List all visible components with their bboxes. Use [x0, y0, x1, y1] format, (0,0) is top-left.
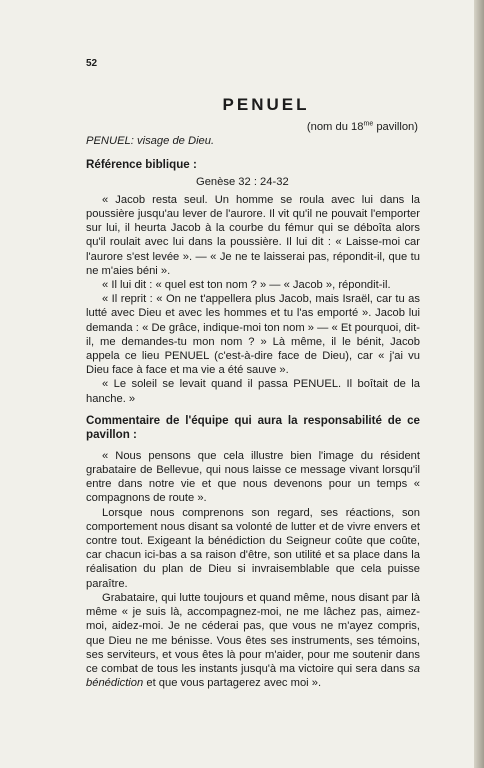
scripture-paragraph: « Jacob resta seul. Un homme se roula avec lui dans la poussière jusqu'au lever de l'aurore. Il vit qu'il ne pouvait l'emporter sur lui, il heurta Jacob à la courbe du fémur qui se déboîta alors qu'il roulait avec lui dans la poussière. Il lui dit : « Laisse-moi car l'aurore s'est levée ». — « Je ne te laisserai pas, répondit-il, que tu ne m'aies béni ».: [86, 193, 420, 277]
name-meaning-label: PENUEL: [86, 135, 131, 148]
commentary-paragraph: [86, 591, 420, 690]
pavilion-note-sup: me: [363, 120, 374, 128]
pavilion-note-post: pavillon): [373, 121, 418, 133]
page-content: [86, 94, 420, 690]
page-title: PENUEL: [222, 95, 310, 114]
name-meaning-text: : visage de Dieu.: [130, 135, 215, 148]
pavilion-note-pre: (nom du 18: [306, 121, 364, 133]
scripture-paragraph: « Il reprit : « On ne t'appellera plus Jacob, mais Israël, car tu as lutté avec Dieu et avec les hommes et tu l'as emporté ». Jacob lui demanda : « De grâce, indique-moi ton nom » — « Et pourquoi, dit-il, me demandes-tu mon nom ? » Là même, il le bénit, Jacob appela ce lieu PENUEL (c'est-à-dire face de Dieu), car « j'ai vu Dieu face à face et ma vie a été sauve ».: [86, 293, 420, 377]
name-meaning: [86, 134, 420, 148]
book-spine-edge: [474, 0, 484, 768]
bible-verse-reference: Genèse 32 : 24-32: [196, 175, 289, 188]
commentary-text: Grabataire, qui lutte toujours et quand même, nous disant par là même « je suis là, accompagnez-moi, ne me lâchez pas, aimez-moi, aidez-moi. Je ne céderai pas, que vous ne m'ayez compris, que Dieu ne me bénisse. Vous êtes ses instruments, ses témoins, ses serviteurs, et vous êtes là pour m'aider, pour me soutenir dans ce combat de tous les instants jusqu'à ma victoire qui sera dans: [86, 591, 420, 675]
page-number: 52: [86, 58, 98, 69]
commentary-paragraph: « Nous pensons que cela illustre bien l'image du résident grabataire de Bellevue, qui nous laisse ce message vivant lorsqu'il entre dans notre vie et que nous devenons pour un temps « compagnons de route ».: [86, 449, 420, 505]
scripture-paragraph: « Le soleil se levait quand il passa PENUEL. Il boîtait de la hanche. »: [86, 378, 420, 405]
biblical-reference-heading: Référence biblique :: [86, 158, 197, 172]
pavilion-note: [86, 120, 420, 134]
commentary-emphasis: sa bénédiction: [86, 662, 420, 690]
commentary-text: et que vous partagerez avec moi ».: [143, 677, 322, 690]
commentary-heading: Commentaire de l'équipe qui aura la responsabilité de ce pavillon :: [86, 413, 420, 442]
scripture-paragraph: « Il lui dit : « quel est ton nom ? » — « Jacob », répondit-il.: [102, 279, 391, 292]
commentary-paragraph: Lorsque nous comprenons son regard, ses réactions, son comportement nous disant sa volonté de lutter et de vivre envers et contre tout. Exigeant la bénédiction du Seigneur coûte que coûte, car chacun ici-bas a sa raison d'être, son utilité et sa place dans la réalisation du plan de Dieu si invraisemblable que cela puisse paraître.: [86, 506, 420, 590]
